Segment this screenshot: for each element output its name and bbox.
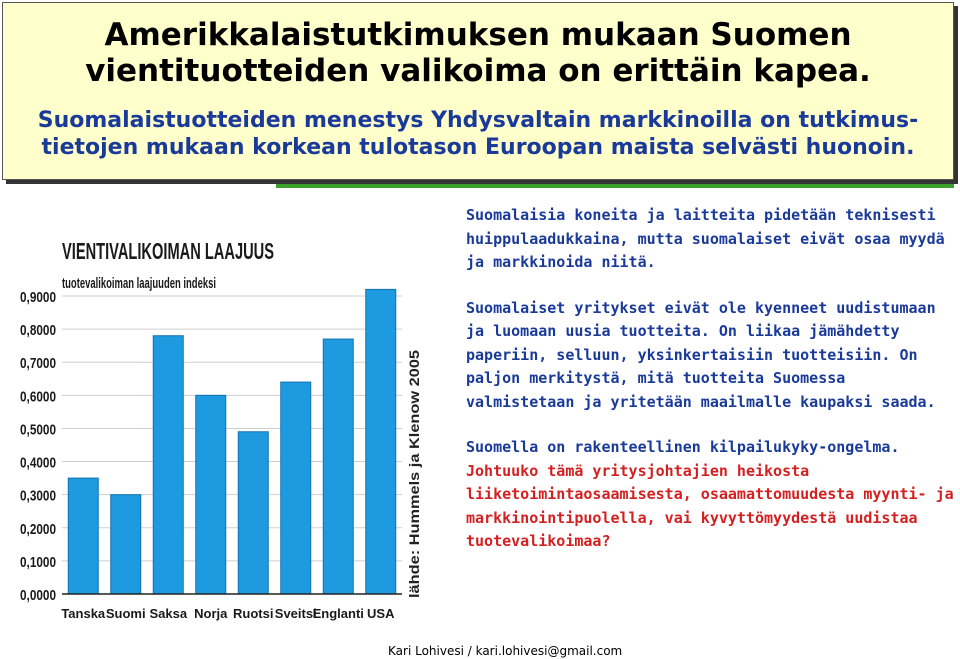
accent-divider: [276, 184, 954, 188]
note-paragraph-3: [466, 436, 958, 554]
bar-chart: [0, 226, 430, 636]
note-paragraph-1: Suomalaisia koneita ja laitteita pidetään teknisesti huippulaadukkaina, mutta suomalaiset eivät osaa myydä ja markkinoida niitä.: [466, 206, 945, 271]
title-box: [2, 2, 954, 180]
x-tick-label: USA: [367, 606, 395, 621]
chart-subtitle: tuotevalikoiman laajuuden indeksi: [62, 275, 216, 292]
y-tick-label: 0,5000: [20, 421, 56, 439]
bar-englanti: [323, 339, 353, 594]
note-paragraph-3-intro: Suomella on rakenteellinen kilpailukyky-ongelma.: [466, 438, 900, 456]
headline: [3, 17, 953, 89]
note-paragraph-2: Suomalaiset yritykset eivät ole kyenneet uudistumaan ja luomaan uusia tuotteita. On liikaa jämähdetty paperiin, selluun, yksinkertaisiin tuotteisiin. On paljon merkitystä, mitä tuotteita Suomessa valmistetaan ja yritetään maailmalle kaupaksi saada.: [466, 298, 936, 411]
notes: [466, 204, 958, 576]
headline-line-1: Amerikkalaistutkimuksen mukaan Suomen: [104, 17, 852, 53]
y-tick-label: 0,0000: [20, 587, 56, 604]
subheadline-line-1: Suomalaistuotteiden menestys Yhdysvaltain markkinoilla on tutkimus-: [37, 108, 919, 133]
y-tick-label: 0,4000: [20, 454, 56, 472]
bar-suomi: [111, 495, 141, 594]
y-tick-label: 0,6000: [20, 388, 56, 406]
bar-usa: [366, 289, 396, 594]
y-tick-label: 0,2000: [20, 520, 56, 538]
bar-norja: [196, 395, 226, 594]
x-tick-label: Saksa: [149, 606, 188, 621]
bar-sveitsi: [281, 382, 311, 594]
subheadline-line-2: tietojen mukaan korkean tulotason Euroopan maista selvästi huonoin.: [41, 135, 915, 160]
bar-ruotsi: [238, 432, 268, 594]
chart-source: lähde: Hummels ja Klenow 2005: [406, 385, 422, 598]
x-tick-label: Englanti: [312, 606, 364, 621]
y-tick-label: 0,9000: [20, 289, 56, 306]
x-tick-label: Sveitsi: [274, 606, 317, 621]
chart-area: [0, 226, 430, 636]
y-axis-ticks: [20, 289, 56, 604]
bars: [68, 289, 396, 594]
y-tick-label: 0,7000: [20, 355, 56, 373]
chart-title: VIENTIVALIKOIMAN LAAJUUS: [62, 238, 274, 264]
bar-saksa: [153, 336, 183, 594]
bar-tanska: [68, 478, 98, 594]
note-paragraph-3-question: Johtuuko tämä yritysjohtajien heikosta liiketoimintaosaamisesta, osaamattomuudesta myynti- ja markkinointipuolella, vai kyvyttömyydestä uudistaa tuotevalikoimaa?: [466, 461, 954, 550]
x-axis-labels: [61, 606, 395, 621]
x-tick-label: Suomi: [105, 606, 146, 621]
headline-line-2: vientituotteiden valikoima on erittäin kapea.: [85, 53, 871, 89]
x-tick-label: Ruotsi: [233, 606, 274, 621]
y-tick-label: 0,8000: [20, 322, 56, 340]
x-tick-label: Tanska: [61, 606, 106, 621]
subheadline: [3, 107, 953, 161]
y-tick-label: 0,1000: [20, 553, 56, 571]
x-tick-label: Norja: [194, 606, 228, 621]
footer-credit: Kari Lohivesi / kari.lohivesi@gmail.com: [388, 644, 623, 658]
y-tick-label: 0,3000: [20, 487, 56, 505]
